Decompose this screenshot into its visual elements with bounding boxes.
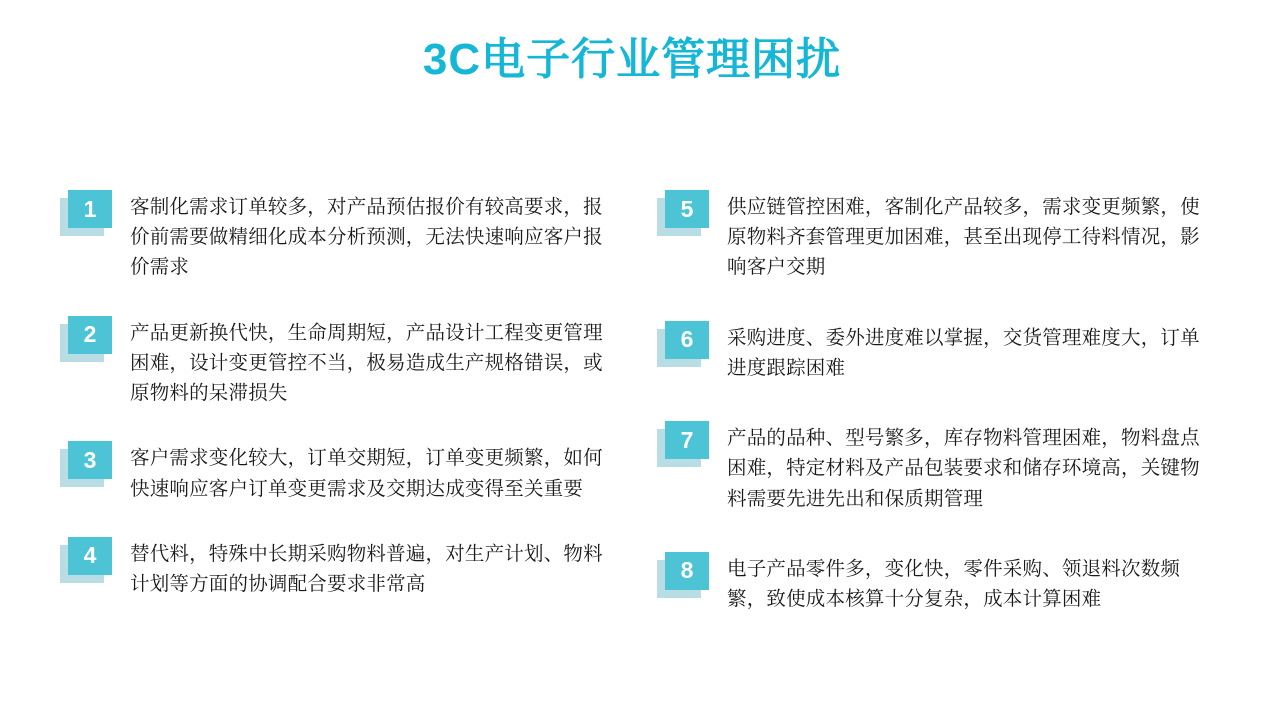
number-badge-group [60,190,116,236]
column-left [60,190,613,652]
list-item-text: 产品更新换代快，生命周期短，产品设计工程变更管理困难，设计变更管控不当，极易造成生产规格错误，或原物料的呆滞损失 [130,321,603,405]
list-item [657,190,1210,283]
badge-number: 1 [68,190,112,228]
list-item [657,321,1210,383]
number-badge-group [657,421,713,467]
number-badge-group [60,441,116,487]
badge-number: 6 [665,321,709,359]
badge-number: 5 [665,190,709,228]
badge-number: 8 [665,552,709,590]
list-item [60,537,613,599]
number-badge-group [657,321,713,367]
list-item [657,421,1210,514]
list-item-text: 替代料，特殊中长期采购物料普遍，对生产计划、物料计划等方面的协调配合要求非常高 [130,542,603,595]
column-right [657,190,1210,652]
badge-number: 2 [68,316,112,354]
page-title: 3C电子行业管理困扰 [422,35,842,84]
list-item-text: 电子产品零件多，变化快，零件采购、领退料次数频繁，致使成本核算十分复杂，成本计算困难 [727,557,1181,610]
badge-number: 3 [68,441,112,479]
content-columns [60,190,1210,652]
list-item [60,441,613,503]
number-badge-group [657,190,713,236]
list-item [657,552,1210,614]
badge-number: 4 [68,537,112,575]
list-item-text: 客户需求变化较大，订单交期短，订单变更频繁，如何快速响应客户订单变更需求及交期达成变得至关重要 [130,447,603,500]
number-badge-group [60,316,116,362]
list-item [60,316,613,409]
number-badge-group [657,552,713,598]
list-item-text: 供应链管控困难，客制化产品较多，需求变更频繁，使原物料齐套管理更加困难，甚至出现停工待料情况，影响客户交期 [727,196,1200,279]
badge-number: 7 [665,421,709,459]
list-item [60,190,613,283]
list-item-text: 客制化需求订单较多，对产品预估报价有较高要求，报价前需要做精细化成本分析预测，无法快速响应客户报价需求 [130,196,603,279]
number-badge-group [60,537,116,583]
list-item-text: 产品的品种、型号繁多，库存物料管理困难，物料盘点困难，特定材料及产品包装要求和储存环境高，关键物料需要先进先出和保质期管理 [727,427,1200,510]
list-item-text: 采购进度、委外进度难以掌握，交货管理难度大，订单进度跟踪困难 [727,326,1200,379]
